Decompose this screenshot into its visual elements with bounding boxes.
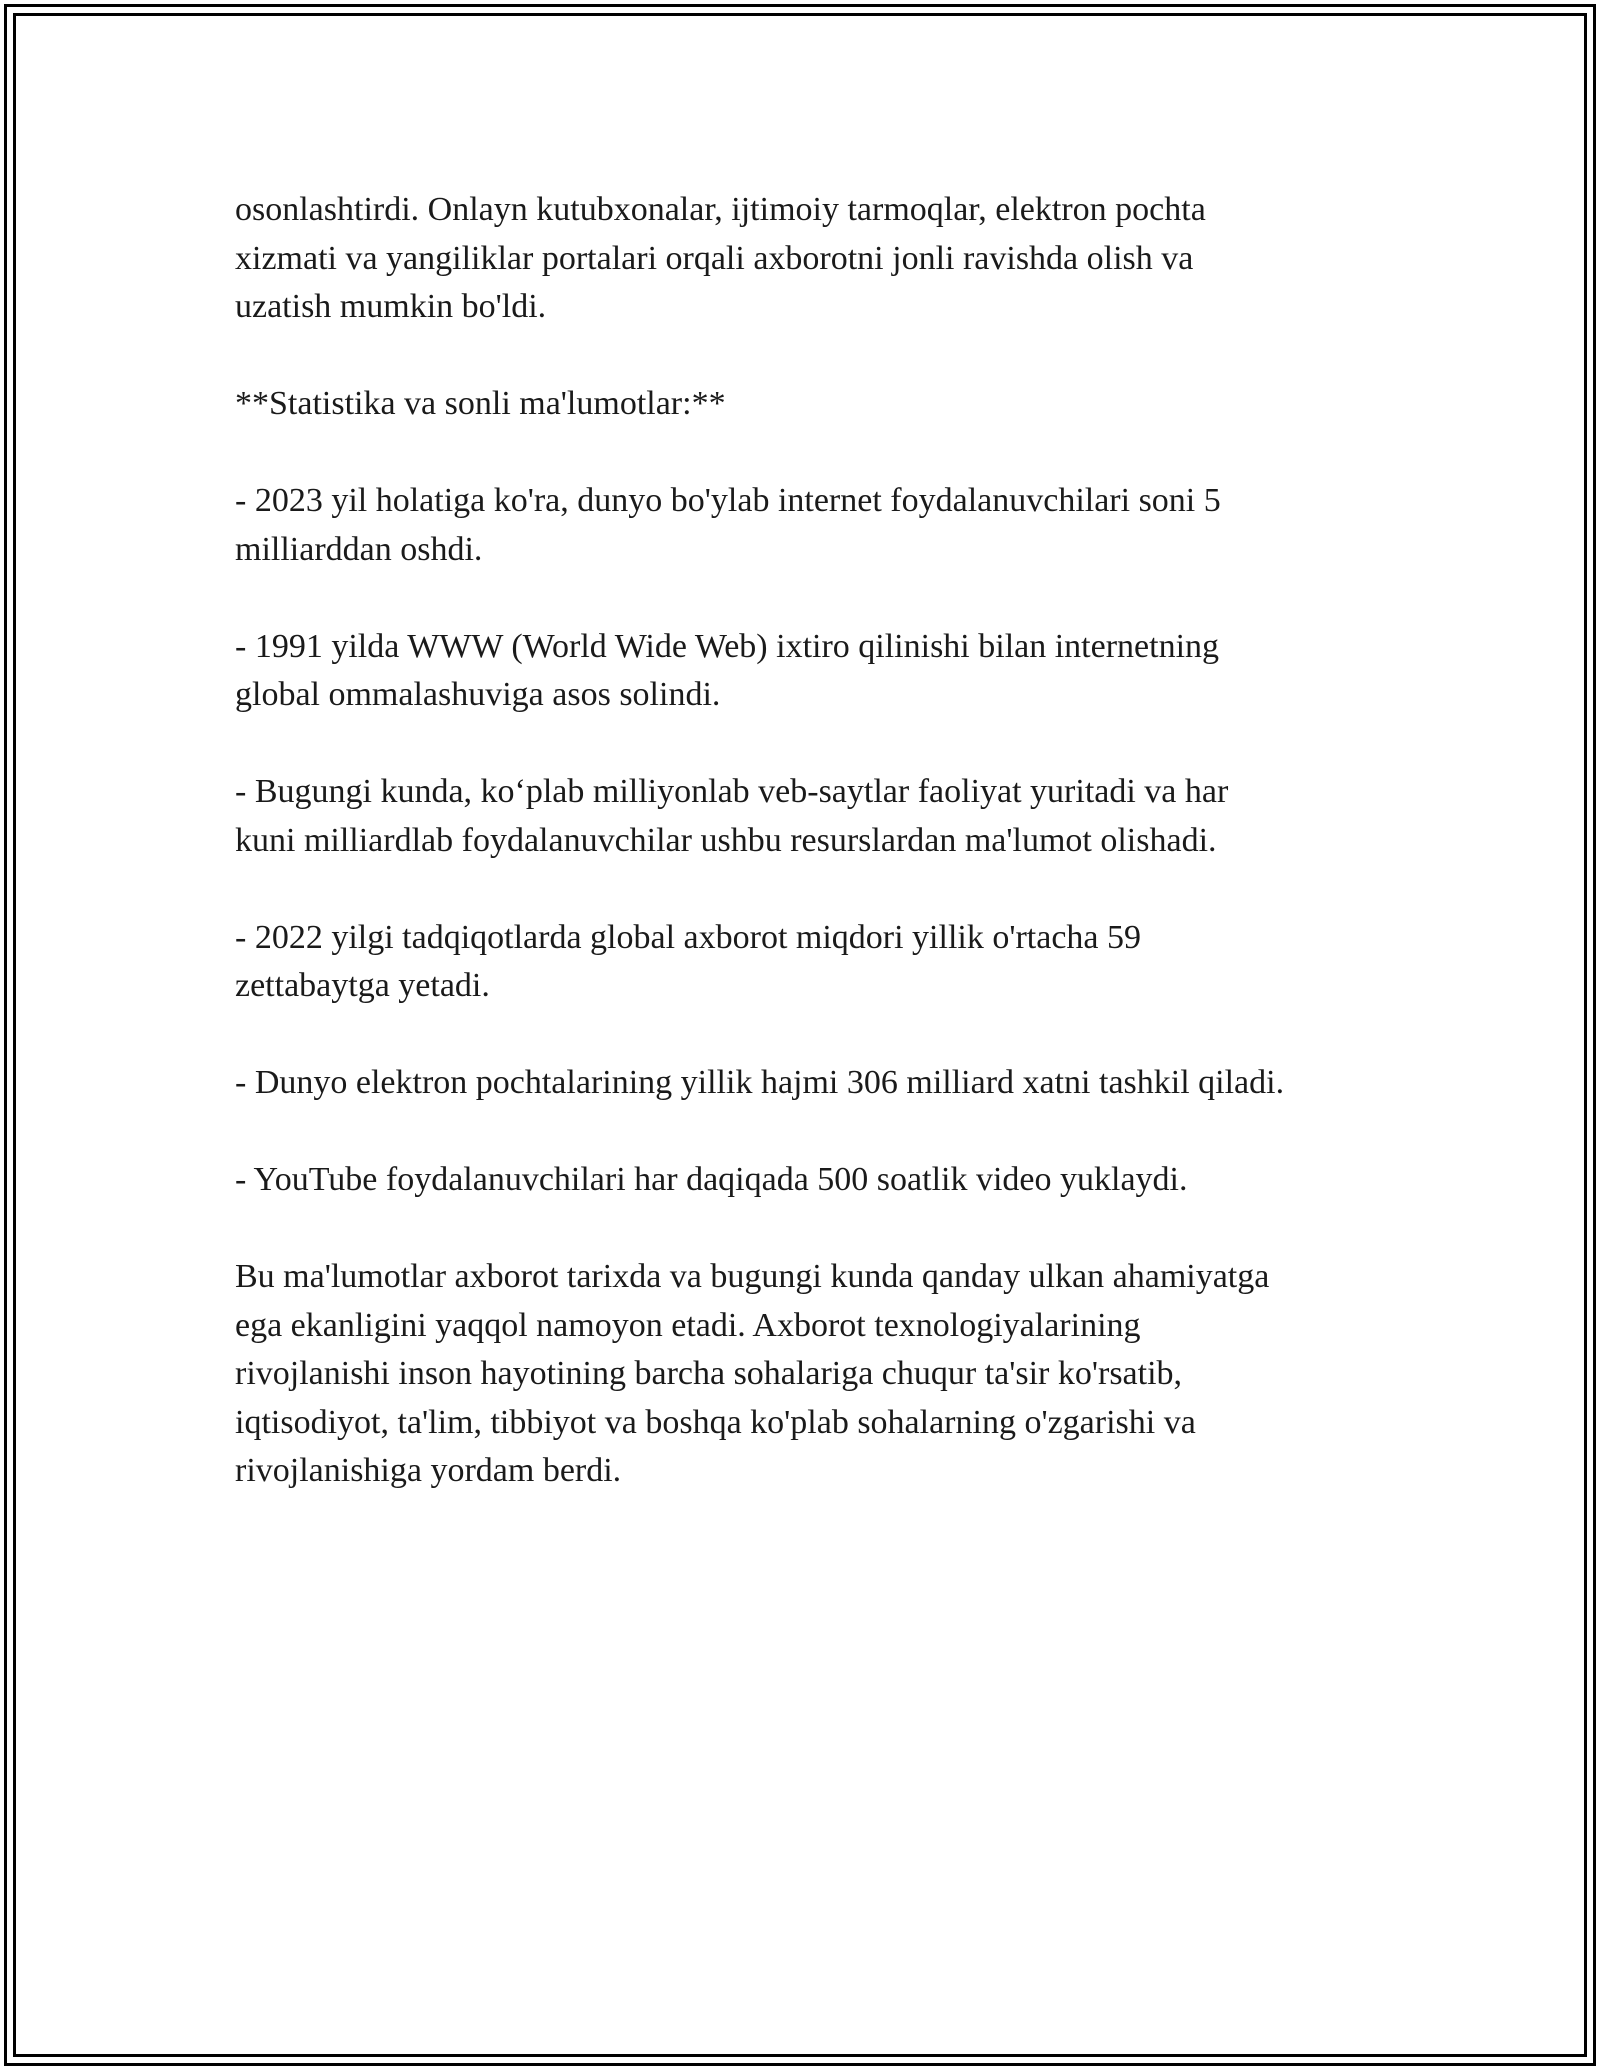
list-item: - Bugungi kunda, ko‘plab milliyonlab veb-saytlar faoliyat yuritadi va har kuni milliardlab foydalanuvchilar ushbu resurslardan ma'lumot olishadi.	[235, 773, 1229, 859]
list-item: - 2022 yilgi tadqiqotlarda global axborot miqdori yillik o'rtacha 59 zettabaytga yetadi.	[235, 918, 1141, 1004]
list-item: - 1991 yilda WWW (World Wide Web) ixtiro qilinishi bilan internetning global ommalashuviga asos solindi.	[235, 627, 1220, 713]
section-heading-statistics: **Statistika va sonli ma'lumotlar:**	[235, 385, 726, 422]
document-body	[235, 186, 1385, 1544]
list-item: - 2023 yil holatiga ko'ra, dunyo bo'ylab internet foydalanuvchilari soni 5 milliarddan oshdi.	[235, 482, 1221, 568]
list-item: - Dunyo elektron pochtalarining yillik hajmi 306 milliard xatni tashkil qiladi.	[235, 1064, 1285, 1101]
list-item: - YouTube foydalanuvchilari har daqiqada 500 soatlik video yuklaydi.	[235, 1161, 1188, 1198]
paragraph-conclusion: Bu ma'lumotlar axborot tarixda va bugungi kunda qanday ulkan ahamiyatga ega ekanligini yaqqol namoyon etadi. Axborot texnologiyalarining rivojlanishi inson hayotining barcha sohalariga chuqur ta'sir ko'rsatib, iqtisodiyot, ta'lim, tibbiyot va boshqa ko'plab sohalarning o'zgarishi va rivojlanishiga yordam berdi.	[235, 1258, 1270, 1489]
paragraph-intro-continuation: osonlashtirdi. Onlayn kutubxonalar, ijtimoiy tarmoqlar, elektron pochta xizmati va yangiliklar portalari orqali axborotni jonli ravishda olish va uzatish mumkin bo'ldi.	[235, 191, 1206, 325]
